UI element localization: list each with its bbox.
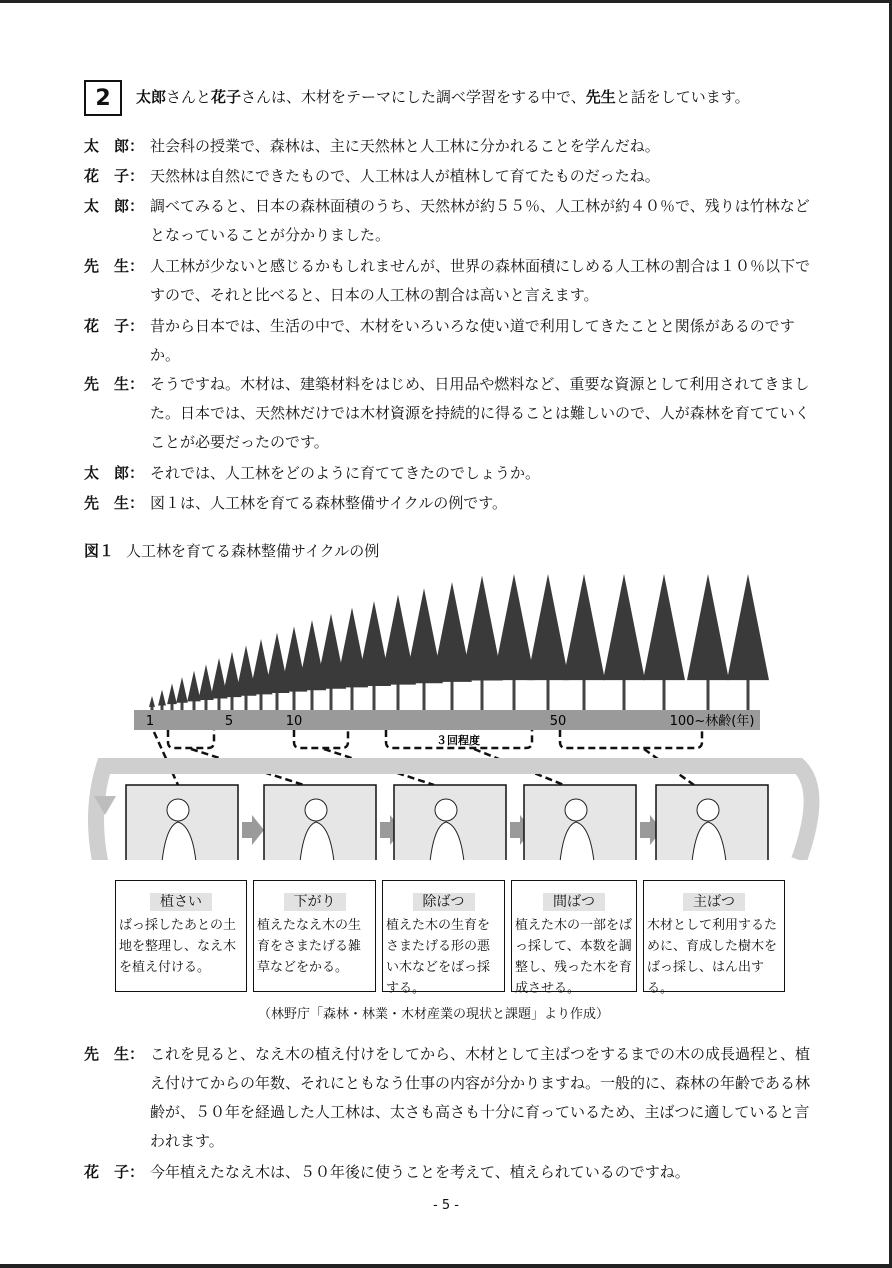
tree-crown <box>176 677 188 703</box>
tree-crown <box>527 574 569 680</box>
bracket-planting-range <box>168 730 214 748</box>
step-title: 主ばつ <box>683 893 745 911</box>
dialogue-text: 天然林は自然にできたもので、人工林は人が植林して育てたものだったね。 <box>150 167 660 185</box>
axis-tick-label: 1 <box>145 714 155 729</box>
step-description: 植えた木の一部をばっ採して、本数を調整し、残った木を育成させる。 <box>515 918 633 996</box>
tree-growth-row <box>149 574 769 710</box>
tree-crown <box>187 671 200 702</box>
tree-crown <box>167 683 177 704</box>
worker-figure <box>167 799 189 821</box>
bracket-thinning-range <box>294 730 348 748</box>
speaker-name: 花 子： <box>84 167 145 185</box>
step-title: 除ばつ <box>413 893 475 911</box>
dialogue-text: これを見ると、なえ木の植え付けをしてから、木材として主ばつをするまでの木の成長過程と、植え付けてからの年数、それにともなう仕事の内容が分かりますね。一般的に、森林の年齢である林齢が、５０年を経過した人工林は、太さも高さも十分に育っているため、主ばつに適していると言われます。 <box>150 1045 811 1150</box>
page-number: - 5 - <box>433 1198 459 1213</box>
speaker-name: 花 子： <box>84 1163 145 1181</box>
page-border-bottom <box>0 1264 892 1268</box>
question-header <box>84 80 804 114</box>
speaker-name: 先 生： <box>84 375 145 393</box>
intro-name-taro: 太郎 <box>136 88 167 106</box>
speaker-name: 太 郎： <box>84 137 145 155</box>
intro-name-hanako: 花子 <box>211 88 242 106</box>
speaker-name: 太 郎： <box>84 197 145 215</box>
bracket-label: ３回程度 <box>436 734 480 747</box>
age-range-brackets <box>168 730 702 748</box>
step-box-cleaning-cut <box>382 880 505 996</box>
step-description: 木材として利用するために、育成した樹木をばっ採し、はん出する。 <box>647 918 778 996</box>
step-box-weeding <box>253 880 376 992</box>
intro-part3: と話をしています。 <box>615 88 750 106</box>
speaker-name: 太 郎： <box>84 464 145 482</box>
question-number: 2 <box>84 80 122 116</box>
tree-crown <box>149 696 155 707</box>
axis-tick-label: 100~林齢(年) <box>669 714 755 729</box>
worker-figure <box>697 799 719 821</box>
tree-crown <box>687 574 729 680</box>
cycle-step-arrow <box>242 815 264 845</box>
worker-figure <box>305 799 327 821</box>
question-intro <box>136 86 750 107</box>
step-description: ばっ採したあとの土地を整理し、なえ木を植え付ける。 <box>119 918 237 975</box>
step-title: 間ばつ <box>543 893 605 911</box>
dialogue-text: そうですね。木材は、建築材料をはじめ、日用品や燃料など、重要な資源として利用されてきました。日本では、天然林だけでは木材資源を持続的に得ることは難しいので、人が森林を育てていくことが必要だったのです。 <box>150 375 810 451</box>
intro-part1: さんと <box>166 88 212 106</box>
step-description: 植えたなえ木の生育をさまたげる雑草などをかる。 <box>257 918 362 975</box>
step-description: 植えた木の生育をさまたげる形の悪い木などをばっ採する。 <box>386 918 491 996</box>
speaker-name: 花 子： <box>84 317 145 335</box>
intro-part2: さんは、木材をテーマにした調べ学習をする中で、 <box>241 88 586 106</box>
work-illustrations <box>126 785 768 860</box>
dialogue-text: 人工林が少ないと感じるかもしれませんが、世界の森林面積にしめる人工林の割合は１０％以下ですので、それと比べると、日本の人工林の割合は高いと言えます。 <box>150 257 811 304</box>
dialogue-text: 調べてみると、日本の森林面積のうち、天然林が約５５％、人工林が約４０％で、残りは竹林などとなっていることが分かりました。 <box>150 197 810 244</box>
dialogue-text: 今年植えたなえ木は、５０年後に使うことを考えて、植えられているのですね。 <box>150 1163 690 1181</box>
figure-title: 人工林を育てる森林整備サイクルの例 <box>126 542 380 560</box>
dialogue-text: 昔から日本では、生活の中で、木材をいろいろな使い道で利用してきたことと関係があるのですか。 <box>150 317 795 364</box>
axis-tick-label: 10 <box>285 714 303 729</box>
tree-crown <box>563 574 605 680</box>
step-box-final-harvest <box>643 880 785 996</box>
axis-tick-label: 50 <box>549 714 567 729</box>
intro-name-sensei: 先生 <box>585 88 616 106</box>
step-box-planting <box>115 880 247 992</box>
dialogue-text: それでは、人工林をどのように育ててきたのでしょうか。 <box>150 464 541 482</box>
figure-source: （林野庁「森林・林業・木材産業の現状と課題」より作成） <box>258 1007 610 1022</box>
bracket-harvest-range <box>560 730 702 748</box>
figure-caption <box>84 540 379 561</box>
dialogue-text: 図１は、人工林を育てる森林整備サイクルの例です。 <box>150 494 508 512</box>
worker-figure <box>565 799 587 821</box>
tree-crown <box>158 690 166 706</box>
worker-figure <box>435 799 457 821</box>
step-box-thinning <box>511 880 637 996</box>
tree-crown <box>727 574 769 680</box>
axis-tick-label: 5 <box>224 714 234 729</box>
tree-crown <box>493 574 535 680</box>
forest-cycle-figure <box>84 560 824 860</box>
step-title: 植さい <box>150 893 212 911</box>
speaker-name: 先 生： <box>84 1045 145 1063</box>
speaker-name: 先 生： <box>84 257 145 275</box>
step-title: 下がり <box>284 893 346 911</box>
dialogue-text: 社会科の授業で、森林は、主に天然林と人工林に分かれることを学んだね。 <box>150 137 660 155</box>
figure-number: 図１ <box>84 542 115 560</box>
tree-crown <box>603 574 645 680</box>
page-border-top <box>0 0 892 3</box>
tree-crown <box>643 574 685 680</box>
speaker-name: 先 生： <box>84 494 145 512</box>
